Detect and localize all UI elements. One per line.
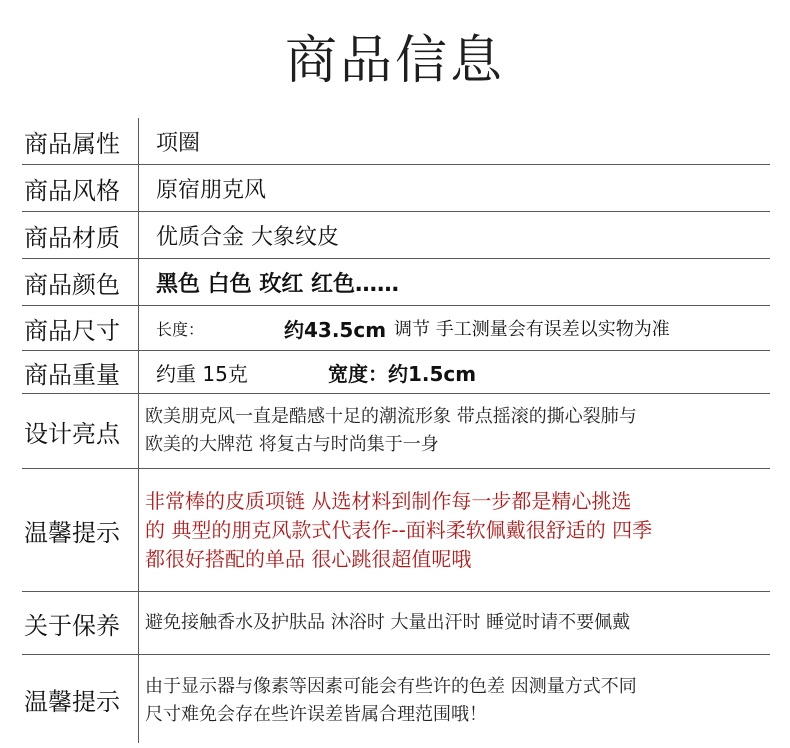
row-style — [22, 165, 770, 212]
row-label: 商品材质 — [24, 223, 120, 252]
row-value — [139, 358, 770, 387]
tips-line: 尺寸难免会存在些许误差皆属合理范围哦！ — [145, 704, 487, 725]
tips-line: 的 典型的朋克风款式代表作--面料柔软佩戴很舒适的 四季 — [145, 517, 653, 542]
row-label: 设计亮点 — [24, 419, 120, 448]
length-label: 长度： — [156, 319, 205, 339]
column-divider — [138, 306, 139, 350]
row-care — [22, 592, 770, 655]
row-label: 关于保养 — [24, 611, 120, 640]
row-tips-1 — [22, 469, 770, 592]
width-value: 宽度：约1.5cm — [328, 361, 477, 386]
row-value — [139, 314, 770, 343]
row-value — [139, 403, 770, 459]
tips-line: 由于显示器与像素等因素可能会有些许的色差 因测量方式不同 — [145, 676, 637, 697]
column-divider — [138, 212, 139, 258]
column-divider — [138, 351, 139, 393]
column-divider — [138, 118, 139, 164]
length-value: 约43.5cm — [284, 317, 387, 342]
row-value: 黑色 白色 玫红 红色…… — [156, 271, 399, 297]
tips-line: 都很好搭配的单品 很心跳很超值呢哦 — [145, 546, 472, 571]
column-divider — [138, 655, 139, 743]
row-value: 避免接触香水及护肤品 沐浴时 大量出汗时 睡觉时请不要佩戴 — [145, 612, 631, 633]
size-note: 调节 手工测量会有误差以实物为准 — [394, 319, 670, 340]
column-divider — [138, 469, 139, 591]
row-label: 商品尺寸 — [24, 316, 120, 345]
row-weight — [22, 351, 770, 394]
row-tips-2 — [22, 655, 770, 743]
row-color — [22, 259, 770, 306]
row-label: 商品颜色 — [24, 270, 120, 299]
row-design — [22, 394, 770, 469]
row-label: 温馨提示 — [24, 687, 120, 716]
row-label: 温馨提示 — [24, 518, 120, 547]
design-line: 欧美的大牌范 将复古与时尚集于一身 — [145, 434, 439, 455]
product-info-table — [22, 118, 770, 743]
column-divider — [138, 394, 139, 468]
design-line: 欧美朋克风一直是酷感十足的潮流形象 带点摇滚的撕心裂肺与 — [145, 406, 637, 427]
row-size — [22, 306, 770, 351]
tips-line: 非常棒的皮质项链 从选材料到制作每一步都是精心挑选 — [145, 488, 632, 513]
row-material — [22, 212, 770, 259]
column-divider — [138, 259, 139, 305]
row-attribute — [22, 118, 770, 165]
row-value: 原宿朋克风 — [156, 177, 267, 203]
column-divider — [138, 165, 139, 211]
page-title: 商品信息 — [284, 31, 505, 91]
weight-value: 约重 15克 — [156, 361, 248, 386]
row-value — [139, 487, 770, 574]
row-value: 项圈 — [156, 130, 201, 156]
row-label: 商品重量 — [24, 360, 120, 389]
row-value: 优质合金 大象纹皮 — [156, 224, 339, 250]
column-divider — [138, 592, 139, 654]
row-label: 商品属性 — [24, 129, 120, 158]
row-label: 商品风格 — [24, 176, 120, 205]
row-value — [139, 669, 770, 729]
